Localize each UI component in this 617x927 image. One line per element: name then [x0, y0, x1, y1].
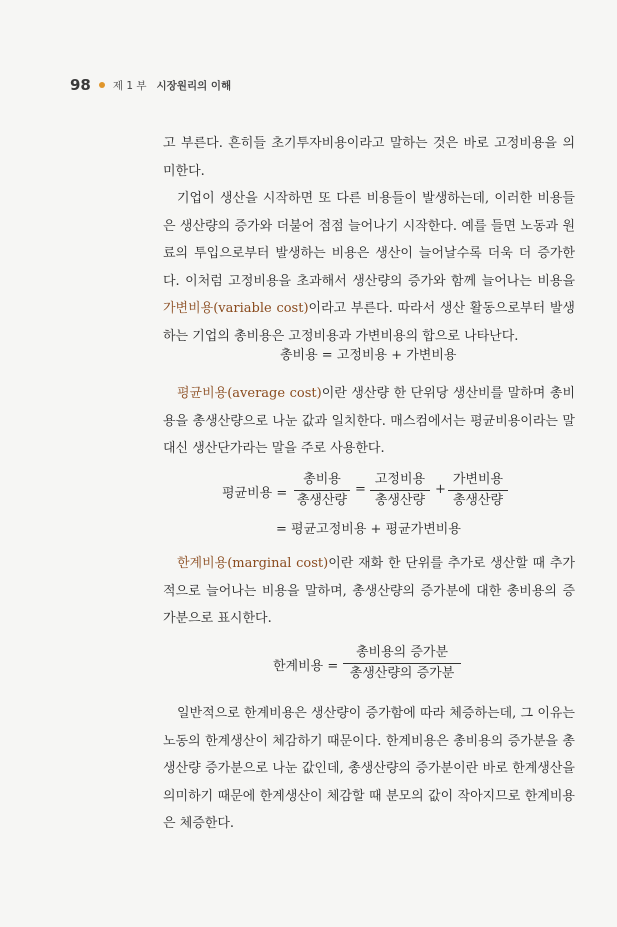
numerator: 총비용: [303, 472, 341, 487]
fraction-marginal: [343, 643, 461, 684]
paragraph-text: 이란 생산량 한 단위당 생산비를 말하며 총비용을 총생산량으로 나눈 값과 일치한다. 매스컴에서는 평균비용이라는 말 대신 생산단가라는 말을 주로 사용한다.: [163, 386, 576, 456]
denominator: 총생산량: [296, 493, 348, 508]
paragraph-increasing-marginal-cost: 일반적으로 한계비용은 생산량이 증가함에 따라 체증하는데, 그 이유는 노동의 한계생산이 체감하기 때문이다. 한계비용은 총비용의 증가분을 총생산량 증가분으로 나눈 값인데, 총생산량의 증가분이란 바로 한계생산을 의미하기 때문에 한계생산이 체감할 때 분모의 값이 작아지므로 한계비용은 체증한다.: [163, 706, 575, 831]
term-marginal-cost: 한계비용(marginal cost): [177, 556, 329, 571]
part-label: 제 1 부: [112, 79, 147, 92]
chapter-title: 시장원리의 이해: [156, 79, 232, 92]
numerator: 총비용의 증가분: [355, 645, 449, 660]
formula-second-line: = 평균고정비용 + 평균가변비용: [276, 522, 461, 537]
paragraph-variable-cost: [163, 185, 575, 350]
fraction-fixed-over-output: [370, 470, 430, 511]
running-header: [70, 76, 231, 94]
formula-total-cost: 총비용 = 고정비용 + 가변비용: [280, 348, 457, 363]
paragraph-text: 이란 재화 한 단위를 추가로 생산할 때 추가적으로 늘어나는 비용을 말하며, 총생산량의 증가분에 대한 총비용의 증가분으로 표시한다.: [163, 556, 575, 626]
term-average-cost: 평균비용(average cost): [177, 386, 322, 401]
plus-sign: +: [435, 482, 446, 497]
numerator: 가변비용: [452, 472, 504, 487]
denominator: 총생산량: [374, 493, 426, 508]
term-variable-cost: 가변비용(variable cost): [163, 301, 309, 316]
numerator: 고정비용: [374, 472, 426, 487]
paragraph-marginal-cost: [163, 550, 575, 633]
formula-lhs: 평균비용 =: [222, 486, 288, 501]
denominator: 총생산량: [452, 493, 504, 508]
paragraph-text: 이라고 부른다. 따라서 생산 활동으로부터 발생하는 기업의 총비용은 고정비용과 가변비용의 합으로 나타난다.: [163, 301, 575, 344]
paragraph-fixed-cost: 고 부른다. 흔히들 초기투자비용이라고 말하는 것은 바로 고정비용을 의미한다.: [163, 136, 575, 179]
bullet-dot-icon: [99, 82, 105, 88]
denominator: 총생산량의 증가분: [349, 666, 455, 681]
equals-sign: =: [355, 482, 366, 497]
paragraph-text: 기업이 생산을 시작하면 또 다른 비용들이 발생하는데, 이러한 비용들은 생산량의 증가와 더불어 점점 늘어나기 시작한다. 예를 들면 노동과 원료의 투입으로부터 발생하는 비용은 생산이 늘어날수록 더욱 더 증가한다. 이처럼 고정비용을 초과해서 생산량의 증가와 함께 늘어나는 비용을: [163, 191, 575, 289]
fraction-total-over-output: [294, 470, 350, 511]
paragraph-average-cost: [163, 380, 575, 463]
fraction-variable-over-output: [448, 470, 508, 511]
formula-lhs: 한계비용 =: [273, 659, 339, 674]
page-number: 98: [70, 76, 91, 94]
